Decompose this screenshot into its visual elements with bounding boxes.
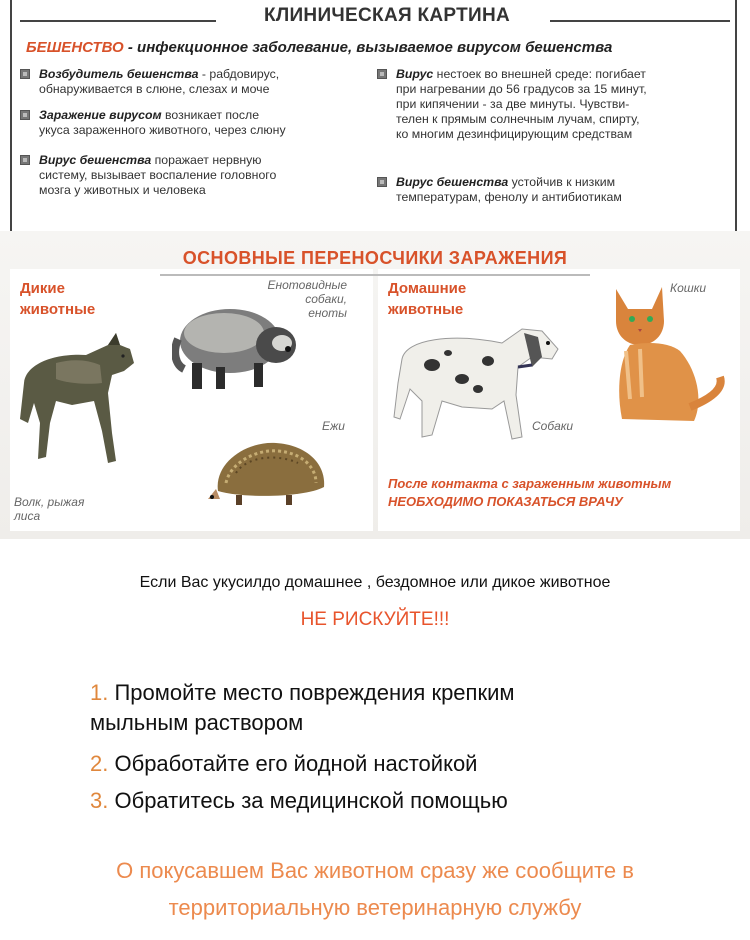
panel-border-right [735, 0, 737, 232]
step-item [90, 749, 477, 779]
bullet-square-icon [20, 69, 30, 79]
step-text: Промойте место повреждения крепким [114, 680, 515, 705]
raccoon-dog-illustration [172, 293, 300, 393]
report-to-vet-text: О покусавшем Вас животном сразу же сообщите в территориальную ветеринарную службу [116, 858, 634, 920]
step-text: Обработайте его йодной настойкой [114, 751, 478, 776]
step-item [90, 786, 508, 816]
wild-animals-label: Дикие животные [20, 280, 96, 318]
cat-illustration [600, 279, 726, 429]
title-underline [160, 274, 590, 276]
step-item [90, 678, 650, 738]
rabies-keyword: БЕШЕНСТВО [26, 39, 124, 56]
section-title: КЛИНИЧЕСКАЯ КАРТИНА [263, 5, 511, 26]
panel-border-left [10, 0, 12, 232]
no-risk-warning: НЕ РИСКУЙТЕ!!! [300, 609, 450, 630]
step-number: 3. [90, 788, 109, 813]
domestic-animals-label: Домашние животные [388, 280, 467, 318]
step-text-continued: мыльным раствором [90, 710, 304, 735]
raccoon-dog-caption: Енотовидные собаки, еноты [267, 278, 347, 320]
rabies-definition-text: - инфекционное заболевание, вызываемое вирусом бешенства [123, 39, 613, 56]
step-text: Обратитесь за медицинской помощью [114, 788, 508, 813]
dog-illustration [392, 309, 572, 449]
dogs-caption: Собаки [532, 419, 574, 433]
step-number: 2. [90, 751, 109, 776]
clinical-picture-panel: КЛИНИЧЕСКАЯ КАРТИНА БЕШЕНСТВО - инфекционное заболевание, вызываемое вирусом бешенства Возбудитель бешенства - рабдовирус, обнаруживается в слюне, слезах и моче Заражение вирусом возникает после укуса зараженного животного, через слюну Вирус бешенства поражает нервную систему, вызывает воспаление головного мозга у животных и человека Вирус нестоек во внешней среде: погибает при нагревании до 56 градусов за 15 минут, при кипячении - за две минуты. Чувстви- телен к прямым солнечным лучам, спирту, ко многим дезинфицирующим средствам Вирус бешенства устойчив к низким температурам, фенолу и антибиотикам [10, 0, 737, 232]
carriers-panel [0, 231, 750, 539]
bullet-square-icon [377, 177, 387, 187]
carriers-title: ОСНОВНЫЕ ПЕРЕНОСЧИКИ ЗАРАЖЕНИЯ [182, 248, 568, 268]
hedgehog-illustration [206, 433, 332, 513]
bullet-square-icon [377, 69, 387, 79]
bullet-square-icon [20, 110, 30, 120]
bullet-square-icon [20, 155, 30, 165]
hedgehog-caption: Ежи [322, 419, 345, 433]
bite-intro-text: Если Вас укусилдо домашнее , бездомное или дикое животное [139, 574, 611, 591]
cats-caption: Кошки [670, 281, 707, 295]
wolf-fox-caption: Волк, рыжая лиса [14, 495, 85, 523]
rabies-definition [26, 39, 612, 56]
title-rule-left [20, 20, 216, 22]
wolf-illustration [16, 323, 138, 473]
title-rule-right [550, 20, 730, 22]
step-number: 1. [90, 680, 109, 705]
doctor-warning: После контакта с зараженным животным НЕОБХОДИМО ПОКАЗАТЬСЯ ВРАЧУ [388, 476, 672, 509]
